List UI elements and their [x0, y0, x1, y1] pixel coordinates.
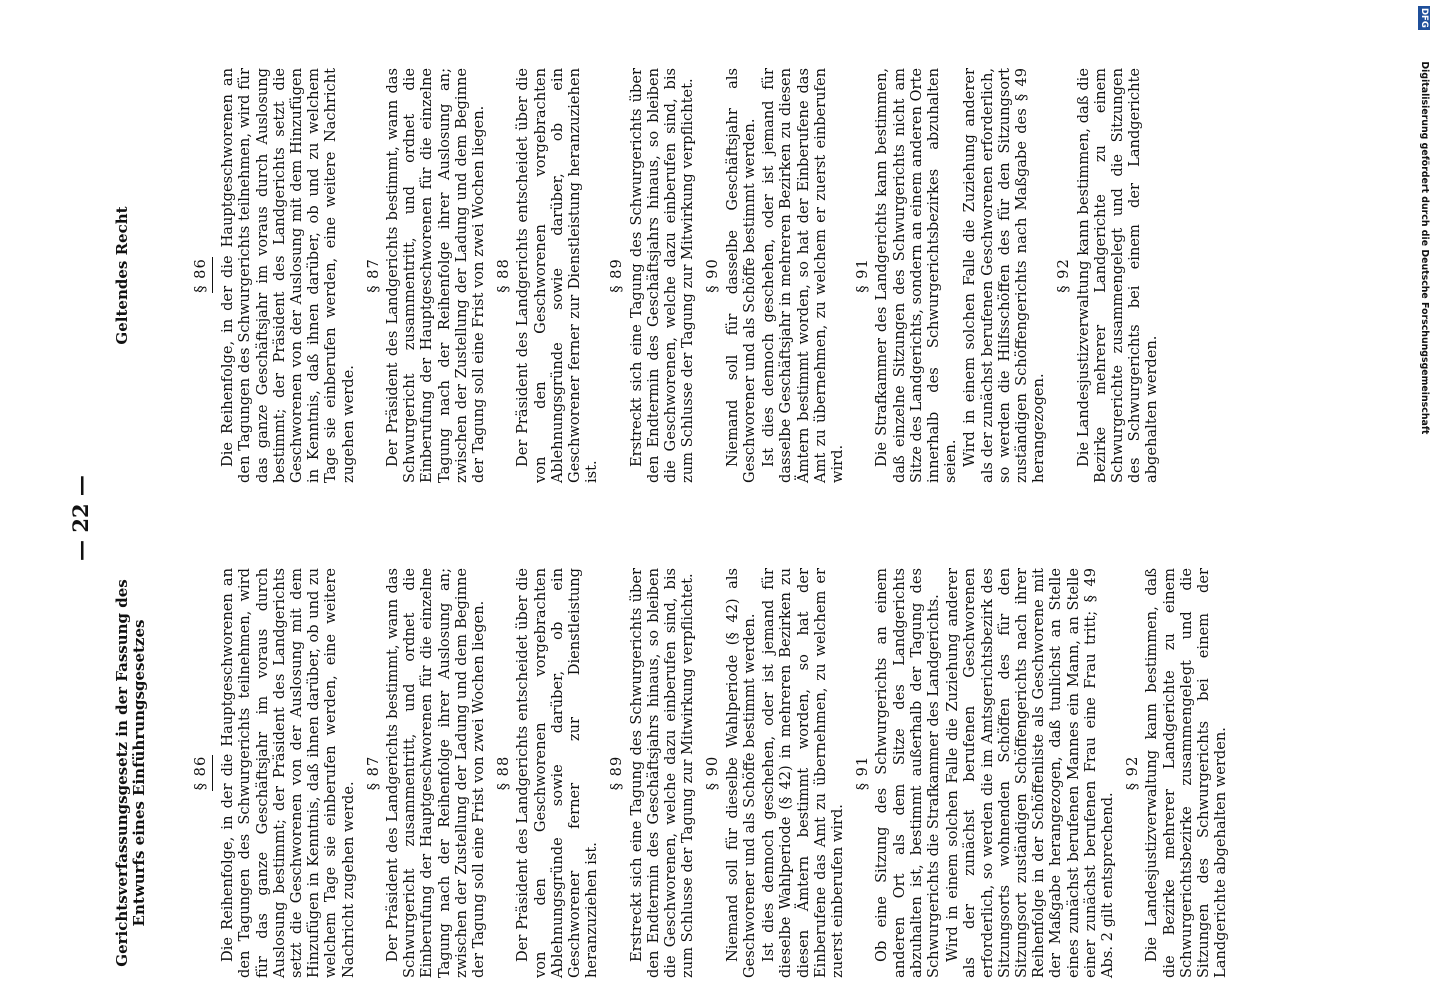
section-block — [1124, 568, 1229, 978]
current-law-column — [114, 68, 1161, 483]
section-number: § 88 — [495, 755, 513, 791]
section-paragraph: Ist dies dennoch geschehen, oder ist jemand für dieselbe Wahlperiode (§ 42) in mehreren Bezirken zu diesen Ämtern bestimmt worden, so hat der Einberufene das Amt zu übernehmen, zu welchem er zuerst einberufen wird. — [760, 568, 846, 978]
section-block — [192, 68, 357, 483]
digitization-credit — [1418, 6, 1430, 434]
section-paragraph: Die Reihenfolge, in der die Hauptgeschworenen an den Tagungen des Schwurgerichts teilnehmen, wird für das ganze Geschäftsjahr im voraus durch Auslosung bestimmt; der Präsident des Landgerichts setzt die Geschworenen von der Auslosung mit dem Hinzufügen in Kenntnis, daß ihnen darüber, ob und zu welchem Tage sie einberufen werden, eine weitere Nachricht zugehen werde. — [219, 68, 357, 483]
section-paragraph: Erstreckt sich eine Tagung des Schwurgerichts über den Endtermin des Geschäftsjahrs hinaus, so bleiben die Geschworenen, welche dazu einberufen sind, bis zum Schlusse der Tagung zur Mitwirkung verpflichtet. — [627, 68, 697, 483]
section-block — [495, 68, 600, 483]
section-number: § 87 — [364, 258, 382, 293]
section-paragraph: Erstreckt sich eine Tagung des Schwurgerichts über den Endtermin des Geschäftsjahrs hinaus, so bleiben die Geschworenen, welche dazu einberufen sind, bis zum Schlusse der Tagung zur Mitwirkung verpflichtet. — [627, 568, 697, 978]
section-block — [608, 68, 696, 483]
section-block — [192, 568, 357, 978]
section-block — [854, 68, 1047, 483]
section-number: § 90 — [704, 258, 722, 293]
draft-law-column — [114, 568, 1229, 978]
section-number: § 89 — [608, 258, 626, 293]
section-paragraph: Niemand soll für dieselbe Wahlperiode (§ 42) als Geschworener und als Schöffe bestimmt werden. — [723, 568, 758, 978]
section-block — [608, 568, 696, 978]
section-paragraph: Die Reihenfolge, in der die Hauptgeschworenen an den Tagungen des Schwurgerichts teilnehmen, wird für das ganze Geschäftsjahr im voraus durch Auslosung bestimmt; der Präsident des Landgerichts setzt die Geschworenen von der Auslosung mit dem Hinzufügen in Kenntnis, daß ihnen darüber, ob und zu welchem Tage sie einberufen werden, eine weitere Nachricht zugehen werde. — [219, 568, 357, 978]
section-paragraph: Der Präsident des Landgerichts bestimmt, wann das Schwurgericht zusammentritt, und ordnet die Einberufung der Hauptgeschworenen für die einzelne Tagung nach der Reihenfolge ihrer Auslosung an; zwischen der Zustellung der Ladung und dem Beginne der Tagung soll eine Frist von zwei Wochen liegen. — [384, 68, 488, 483]
section-block — [365, 68, 487, 483]
dfg-logo: DFG — [1419, 8, 1429, 28]
section-number: § 86 — [192, 755, 209, 791]
section-paragraph: Die Strafkammer des Landgerichts kann bestimmen, daß einzelne Sitzungen des Schwurgerichts nicht am Sitze des Landgerichts, sondern an einem anderen Orte innerhalb des Schwurgerichtsbezirkes abzuhalten seien. — [873, 68, 960, 483]
section-paragraph: Niemand soll für dasselbe Geschäftsjahr als Geschworener und als Schöffe bestimmt werden. — [723, 68, 758, 483]
section-paragraph: Wird in einem solchen Falle die Zuziehung anderer als der zunächst berufenen Geschworenen erforderlich, so werden die Hilfsschöffen des für den Sitzungsort zuständigen Schöffengerichts nach Maßgabe des § 49 herangezogen. — [961, 68, 1048, 483]
section-number: § 90 — [704, 755, 722, 791]
digitization-note: Digitalisierung gefördert durch die Deutsche Forschungsgemeinschaft — [1419, 61, 1430, 435]
section-paragraph: Der Präsident des Landgerichts bestimmt, wann das Schwurgericht zusammentritt, und ordnet die Einberufung der Hauptgeschworenen für die einzelne Tagung nach der Reihenfolge ihrer Auslosung an; zwischen der Zustellung der Ladung und dem Beginne der Tagung soll eine Frist von zwei Wochen liegen. — [384, 568, 488, 978]
page-number: — 22 — — [68, 475, 93, 561]
draft-column-heading: Gerichtsverfassungsgesetz in der Fassung des Entwurfs eines Einführungsgesetzes — [113, 579, 148, 967]
section-paragraph: Der Präsident des Landgerichts entscheidet über die von den Geschworenen vorgebrachten Ablehnungsgründe sowie darüber, ob ein Geschworener ferner zur Dienstleistung heranzuziehen ist. — [514, 568, 601, 978]
section-paragraph: Ist dies dennoch geschehen, oder ist jemand für dasselbe Geschäftsjahr in mehreren Bezirken zu diesen Ämtern bestimmt worden, so hat der Einberufene das Amt zu übernehmen, zu welchem er zuerst einberufen wird. — [760, 68, 846, 483]
current-law-heading: Geltendes Recht — [113, 206, 131, 345]
section-paragraph: Ob eine Sitzung des Schwurgerichts an einem anderen Ort als dem Sitze des Landgerichts abzuhalten ist, bestimmt außerhalb der Tagung des Schwurgerichts die Strafkammer des Landgerichts. — [873, 568, 942, 978]
section-number: § 92 — [1124, 755, 1142, 791]
section-number: § 87 — [364, 755, 382, 791]
section-paragraph: Wird in einem solchen Falle die Zuziehung anderer als der zunächst berufenen Geschworenen erforderlich, so werden die im Amtsgerichtsbezirk des Sitzungsorts wohnenden Schöffen des für den Sitzungsort zuständigen Schöffengerichts nach ihrer Reihenfolge in der Schöffenliste als Geschworene mit der Maßgabe herangezogen, daß tunlichst an Stelle eines zunächst berufenen Mannes ein Mann, an Stelle einer zunächst berufenen Frau eine Frau tritt; § 49 Abs. 2 gilt entsprechend. — [944, 568, 1116, 978]
section-paragraph: Der Präsident des Landgerichts entscheidet über die von den Geschworenen vorgebrachten Ablehnungsgründe sowie darüber, ob ein Geschworener ferner zur Dienstleistung heranzuziehen ist. — [514, 68, 601, 483]
section-rule — [212, 258, 213, 294]
section-number: § 92 — [1055, 258, 1073, 293]
section-number: § 86 — [192, 258, 209, 293]
section-paragraph: Die Landesjustizverwaltung kann bestimmen, daß die Bezirke mehrerer Landgerichte zu einem Schwurgerichte zusammengelegt und die Sitzungen des Schwurgerichts bei einem der Landgerichte abgehalten werden. — [1074, 68, 1161, 483]
section-block — [495, 568, 600, 978]
section-block — [365, 568, 487, 978]
section-number: § 89 — [608, 755, 626, 791]
section-block — [704, 68, 846, 483]
section-block — [704, 568, 846, 978]
section-number: § 91 — [854, 258, 872, 293]
section-block — [1055, 68, 1160, 483]
section-number: § 88 — [495, 258, 513, 293]
section-paragraph: Die Landesjustizverwaltung kann bestimmen, daß die Bezirke mehrerer Landgerichte zu einem Schwurgerichtsbezirke zusammengelegt und die Sitzungen des Schwurgerichts bei einem der Landgerichte abgehalten werden. — [1143, 568, 1230, 978]
section-rule — [212, 755, 213, 791]
rotated-document-page — [68, 48, 1290, 988]
section-block — [854, 568, 1116, 978]
section-number: § 91 — [854, 755, 872, 791]
